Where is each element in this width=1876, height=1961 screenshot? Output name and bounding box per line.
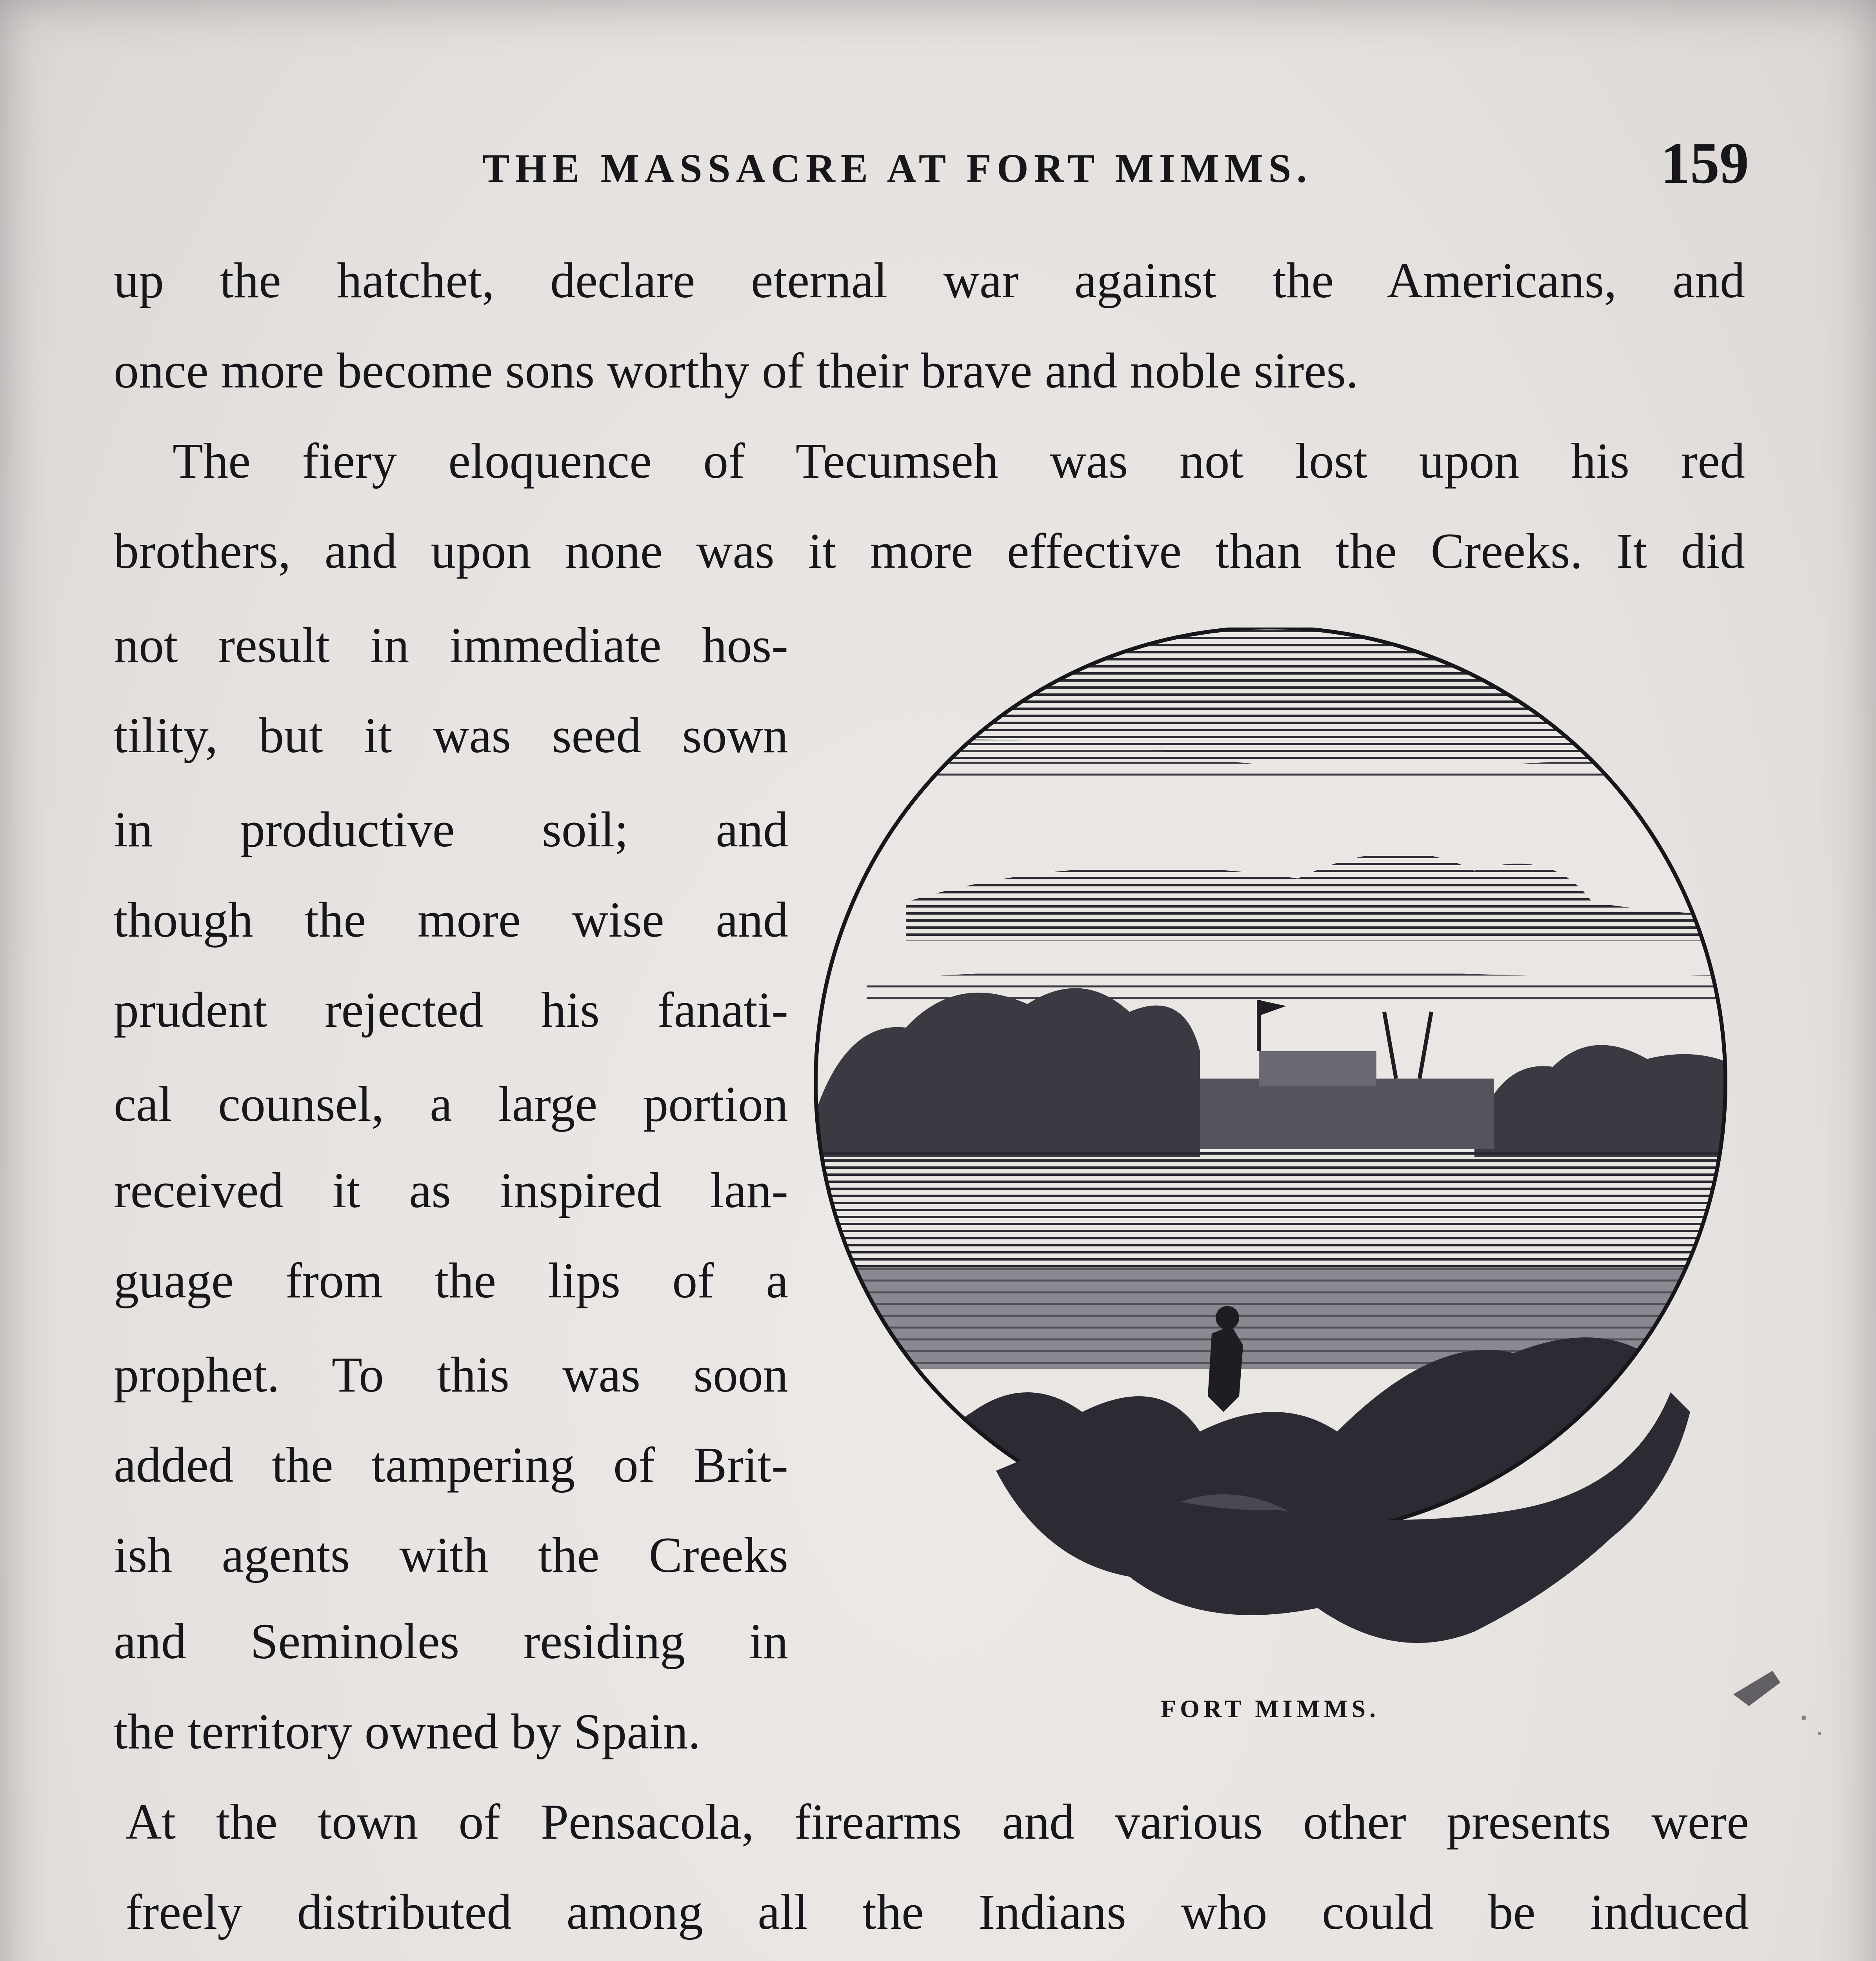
running-head bbox=[110, 129, 1749, 208]
text-line: up the hatchet, declare eternal war against the Americans, and bbox=[114, 253, 1745, 308]
running-title: THE MASSACRE AT FORT MIMMS. bbox=[482, 146, 1312, 191]
fort-mimms-engraving bbox=[808, 628, 1757, 1679]
text-line: freely distributed among all the Indians who could be induced bbox=[125, 1884, 1749, 1940]
text-line: though the more wise and bbox=[114, 892, 788, 948]
text-line: guage from the lips of a bbox=[114, 1253, 788, 1308]
text-line: prophet. To this was soon bbox=[114, 1347, 788, 1403]
text-line: ish agents with the Creeks bbox=[114, 1527, 788, 1583]
text-line: received it as inspired lan- bbox=[114, 1162, 788, 1218]
text-line: The fiery eloquence of Tecumseh was not lost upon his red bbox=[173, 433, 1745, 489]
text-line: cal counsel, a large portion bbox=[114, 1076, 788, 1132]
text-line: once more become sons worthy of their brave and noble sires. bbox=[114, 343, 1359, 398]
text-line: in productive soil; and bbox=[114, 802, 788, 857]
text-line: the territory owned by Spain. bbox=[114, 1704, 701, 1759]
ink-smudge-icon bbox=[1725, 1647, 1843, 1765]
illustration-caption: FORT MIMMS. bbox=[1161, 1695, 1380, 1723]
text-line: and Seminoles residing in bbox=[114, 1614, 788, 1669]
text-line: not result in immediate hos- bbox=[114, 617, 788, 673]
text-line: prudent rejected his fanati- bbox=[114, 982, 788, 1038]
text-line: added the tampering of Brit- bbox=[114, 1437, 788, 1493]
engraving-fort-mimms-icon bbox=[808, 628, 1757, 1679]
text-line: tility, but it was seed sown bbox=[114, 708, 788, 763]
page-number: 159 bbox=[1661, 131, 1749, 196]
text-line: At the town of Pensacola, firearms and various other presents were bbox=[125, 1794, 1749, 1850]
text-line: brothers, and upon none was it more effective than the Creeks. It did bbox=[114, 523, 1745, 579]
